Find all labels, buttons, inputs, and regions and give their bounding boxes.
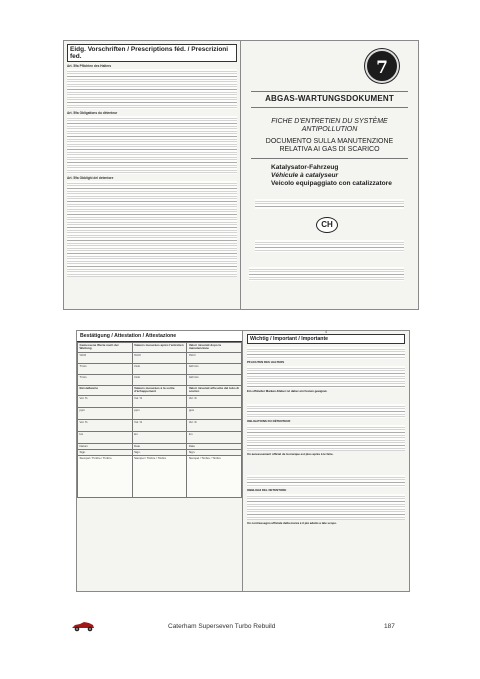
table-header: Valori misurati dopo la manutenzione <box>187 343 242 353</box>
table-cell: ppm <box>187 407 242 419</box>
logo-number: 7 <box>376 58 388 78</box>
section-heading: PFLICHTEN DES HALTERS <box>247 360 285 364</box>
section-heading: OBLIGATIONS DU DÉTENTEUR <box>247 418 291 423</box>
important-column <box>243 331 409 591</box>
publisher-note <box>249 266 404 281</box>
stamp-cell: Stempel / Timbre / Timbro <box>78 456 133 498</box>
table-cell: ppm <box>78 407 133 419</box>
ch-country-badge: CH <box>316 217 338 233</box>
table-cell: T/min <box>78 374 133 385</box>
table-cell: Data <box>187 443 242 449</box>
regulations-header: Eidg. Vorschriften / Prescriptions féd. / Prescrizioni fed. <box>67 44 237 62</box>
top-scanned-page <box>63 40 419 310</box>
section-title-de: Art. 59a Pflichten des Halters <box>67 64 112 68</box>
section-heading: OBBLIGHI DEL DETENTORE <box>247 487 287 492</box>
table-cell: Vol. % <box>132 419 187 431</box>
table-header: Valori misurati all'uscita del tubo di scarico <box>187 385 242 395</box>
table-cell: Sign. <box>78 450 133 456</box>
divider <box>251 107 408 108</box>
page-footer <box>0 620 480 640</box>
table-cell: km <box>187 431 242 443</box>
regulation-note <box>255 239 404 252</box>
body-text <box>247 494 405 520</box>
table-cell: Date <box>132 443 187 449</box>
document-title-it: DOCUMENTO SULLA MANUTENZIONE RELATIVA AI GAS DI SCARICO <box>265 138 394 153</box>
table-cell: Vol. % <box>78 419 133 431</box>
bottom-scanned-page <box>76 330 410 592</box>
divider <box>251 91 408 92</box>
table-header: Valeurs mesurées après l'entretien <box>132 343 187 353</box>
subtitle-fr: Véhicule à catalyseur <box>271 172 339 179</box>
caterham-seven-logo <box>365 49 399 83</box>
table-cell: Giri/min <box>187 363 242 374</box>
table-cell: Vol. % <box>187 419 242 431</box>
emphasis-text: Un contrassegno ufficiale della marca è il più adatto a tale scopo. <box>247 520 337 525</box>
attestation-table <box>77 342 242 498</box>
body-text <box>247 404 405 418</box>
table-cell: Vol. % <box>78 395 133 407</box>
instruction-text <box>255 198 404 209</box>
table-header: Gemessene Werte nach der Wartung <box>78 343 133 353</box>
divider <box>251 158 408 159</box>
table-cell: km <box>132 431 187 443</box>
table-cell: T/min <box>78 363 133 374</box>
table-cell: %CO <box>78 352 133 363</box>
table-cell: ppm <box>132 407 187 419</box>
section-title-fr: Art. 59a Obligations du détenteur <box>67 111 118 115</box>
stamp-cell: Stempel / Timbre / Timbro <box>132 456 187 498</box>
table-cell: Sign. <box>187 450 242 456</box>
stamp-cell: Stempel / Timbre / Timbro <box>187 456 242 498</box>
regulations-column <box>64 41 241 309</box>
table-cell: Vol. % <box>132 395 187 407</box>
table-cell: Giri/min <box>187 374 242 385</box>
section-title-it: Art. 59a Obblighi del detentore <box>67 176 114 180</box>
table-cell: Vol. % <box>187 395 242 407</box>
document-title-de: ABGAS-WARTUNGSDOKUMENT <box>265 94 394 103</box>
table-cell: %CO <box>132 352 187 363</box>
emphasis-text: Ein offizieller Marken-Kleber ist daher ein Festen geeignet. <box>247 388 328 393</box>
red-car-icon <box>70 620 96 632</box>
attestation-column <box>77 331 243 591</box>
body-text-it <box>67 181 237 277</box>
attestation-header: Bestätigung / Attestation / Attestazione <box>77 331 242 342</box>
table-cell: t/min <box>132 374 187 385</box>
body-text <box>247 425 405 451</box>
body-text <box>247 347 405 359</box>
book-title: Caterham Superseven Turbo Rebuild <box>168 623 276 630</box>
page-number: 187 <box>384 623 395 630</box>
emphasis-text: Un aureessement officiel de la marque est plus après à le faire. <box>247 451 334 456</box>
table-cell: Sign. <box>132 450 187 456</box>
table-header: Valeurs mesurées à la sortie d'échappement <box>132 385 187 395</box>
table-cell: t/min <box>132 363 187 374</box>
table-cell: km <box>78 431 133 443</box>
body-text-fr <box>67 116 237 174</box>
subtitle-de: Katalysator-Fahrzeug <box>271 164 339 171</box>
document-title-fr: FICHE D'ENTRETIEN DU SYSTÈME ANTIPOLLUTION <box>271 118 388 133</box>
table-cell: Datum <box>78 443 133 449</box>
body-text-de <box>67 69 237 109</box>
table-cell: %CO <box>187 352 242 363</box>
important-header: Wichtig / Important / Importante <box>247 334 405 344</box>
right-page-number: 4 <box>325 330 327 334</box>
subtitle-it: Veicolo equipaggiato con catalizzatore <box>271 180 392 187</box>
cover-column <box>241 41 418 309</box>
table-header: Einstellwerte <box>78 385 133 395</box>
body-text <box>247 366 405 388</box>
body-text <box>247 475 405 487</box>
